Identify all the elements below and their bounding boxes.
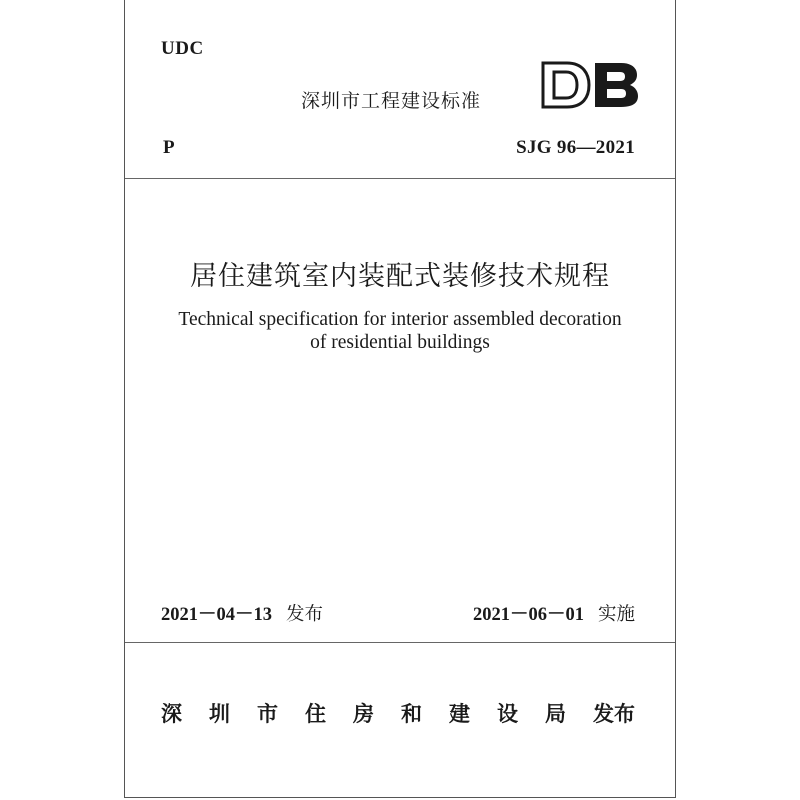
title-english-line2: of residential buildings	[310, 332, 490, 353]
issue-date: 2021－04－13	[161, 605, 273, 625]
issuer-char: 建	[449, 702, 470, 726]
issue-date-block	[161, 600, 323, 626]
standard-series: 深圳市工程建设标准	[301, 90, 482, 112]
standard-cover	[124, 0, 676, 798]
issuer-char: 市	[257, 702, 278, 726]
issue-label: 发布	[286, 604, 324, 625]
udc-label: UDC	[161, 38, 204, 59]
bottom-divider	[125, 642, 675, 643]
issuer-char: 圳	[209, 702, 230, 726]
top-divider	[125, 178, 675, 179]
db-logo	[541, 60, 641, 110]
implement-date: 2021－06－01	[472, 605, 584, 625]
issuer-char: 住	[305, 702, 326, 726]
issuer-char: 局	[545, 702, 566, 726]
implement-date-block	[473, 600, 635, 626]
title-english-line1: Technical specification for interior assembled decoration	[178, 309, 622, 330]
issuer-char: 和	[401, 702, 422, 726]
title-english	[125, 308, 675, 354]
issuing-authority	[161, 698, 635, 728]
category-code: P	[163, 137, 175, 158]
standard-number: SJG 96—2021	[516, 137, 635, 158]
issuer-publish-label: 发布	[593, 702, 635, 726]
implement-label: 实施	[597, 604, 635, 625]
issuer-char: 房	[353, 702, 374, 726]
issuer-char: 深	[161, 702, 182, 726]
issuer-char: 设	[497, 702, 518, 726]
title-chinese: 居住建筑室内装配式装修技术规程	[190, 261, 610, 292]
